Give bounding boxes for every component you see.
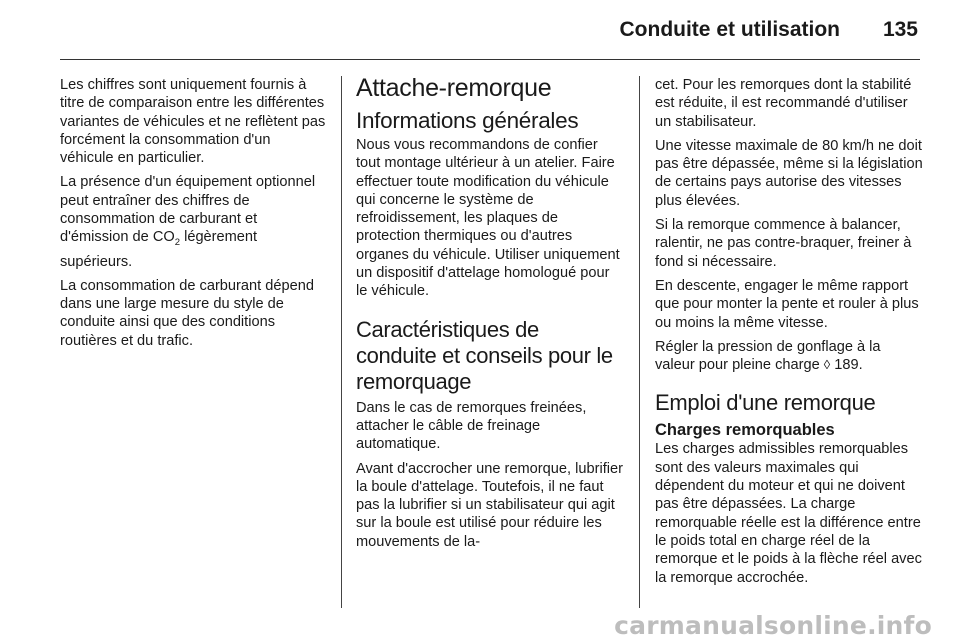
- watermark: carmanualsonline.info: [614, 611, 932, 640]
- trailer-loads-paragraph: Les charges admissibles remorquables sont des valeurs maximales qui dépendent du moteur et qui ne doivent pas être dépassées. La charge remorquable réelle est la différence entre le poids total en charge réel de la remorque et le poids à la flèche réel avec la remorque accrochée.: [655, 441, 922, 586]
- header-title: Conduite et utilisation: [619, 18, 840, 41]
- swaying-paragraph: Si la remorque commence à balancer, ralentir, ne pas contre-braquer, freiner à fond si nécessaire.: [655, 217, 912, 270]
- subheading-trailer-loads: Charges remorquables: [655, 421, 835, 440]
- stabiliser-paragraph: cet. Pour les remorques dont la stabilité est réduite, il est recommandé d'utiliser un stabilisateur.: [655, 77, 912, 130]
- header-rule: [60, 59, 920, 60]
- column-divider-1: [341, 76, 342, 608]
- optional-equipment-paragraph: La présence d'un équipement optionnel peut entraîner des chiffres de consommation de carburant et d'émission de $CO_2$ légèrement supérieurs.: [60, 174, 316, 270]
- column-divider-2: [639, 76, 640, 608]
- lubrication-paragraph: Avant d'accrocher une remorque, lubrifier la boule d'attelage. Toutefois, il ne faut pas la lubrifier si un stabilisateur qui agit sur la boule est utilisé pour réduire les mouvements de la-: [356, 460, 623, 550]
- page-header: [0, 0, 960, 60]
- column-1: [60, 76, 328, 356]
- installation-paragraph: Nous vous recommandons de confier tout montage ultérieur à un atelier. Faire effectuer toute modification du véhicule qui concerne le système de refroidissement, les plaques de protection thermiques ou d'autres organes du véhicule. Utiliser uniquement un dispositif d'attelage homologué pour le véhicule.: [356, 137, 620, 300]
- column-3: [655, 76, 923, 593]
- fuel-consumption-paragraph: La consommation de carburant dépend dans une large mesure du style de conduite ainsi que des conditions routières et du trafic.: [60, 277, 314, 349]
- subheading-general-info: Informations générales: [356, 108, 579, 133]
- braked-trailer-paragraph: Dans le cas de remorques freinées, attacher le câble de freinage automatique.: [356, 399, 587, 453]
- max-speed-paragraph: Une vitesse maximale de 80 km/h ne doit pas être dépassée, même si la législation de certains pays autorise des vitesses plus élevées.: [655, 137, 923, 209]
- fuel-figures-paragraph: Les chiffres sont uniquement fournis à titre de comparaison entre les différentes variantes de véhicules et ne reflètent pas forcément la consommation d'un véhicule en particulier.: [60, 77, 326, 167]
- subheading-trailer-usage: Emploi d'une remorque: [655, 390, 876, 416]
- column-2: [356, 74, 624, 557]
- tyre-pressure-paragraph: Régler la pression de gonflage à la valeur pour pleine charge ◊ 189.: [655, 338, 881, 374]
- section-heading-towbar: Attache-remorque: [356, 74, 552, 102]
- page-number: 135: [882, 18, 918, 41]
- subheading-driving-characteristics: Caractéristiques de conduite et conseils pour le remorquage: [356, 316, 613, 394]
- downhill-paragraph: En descente, engager le même rapport que pour monter la pente et rouler à plus ou moins la même vitesse.: [655, 277, 919, 331]
- page-reference-icon[interactable]: ◊: [823, 357, 831, 373]
